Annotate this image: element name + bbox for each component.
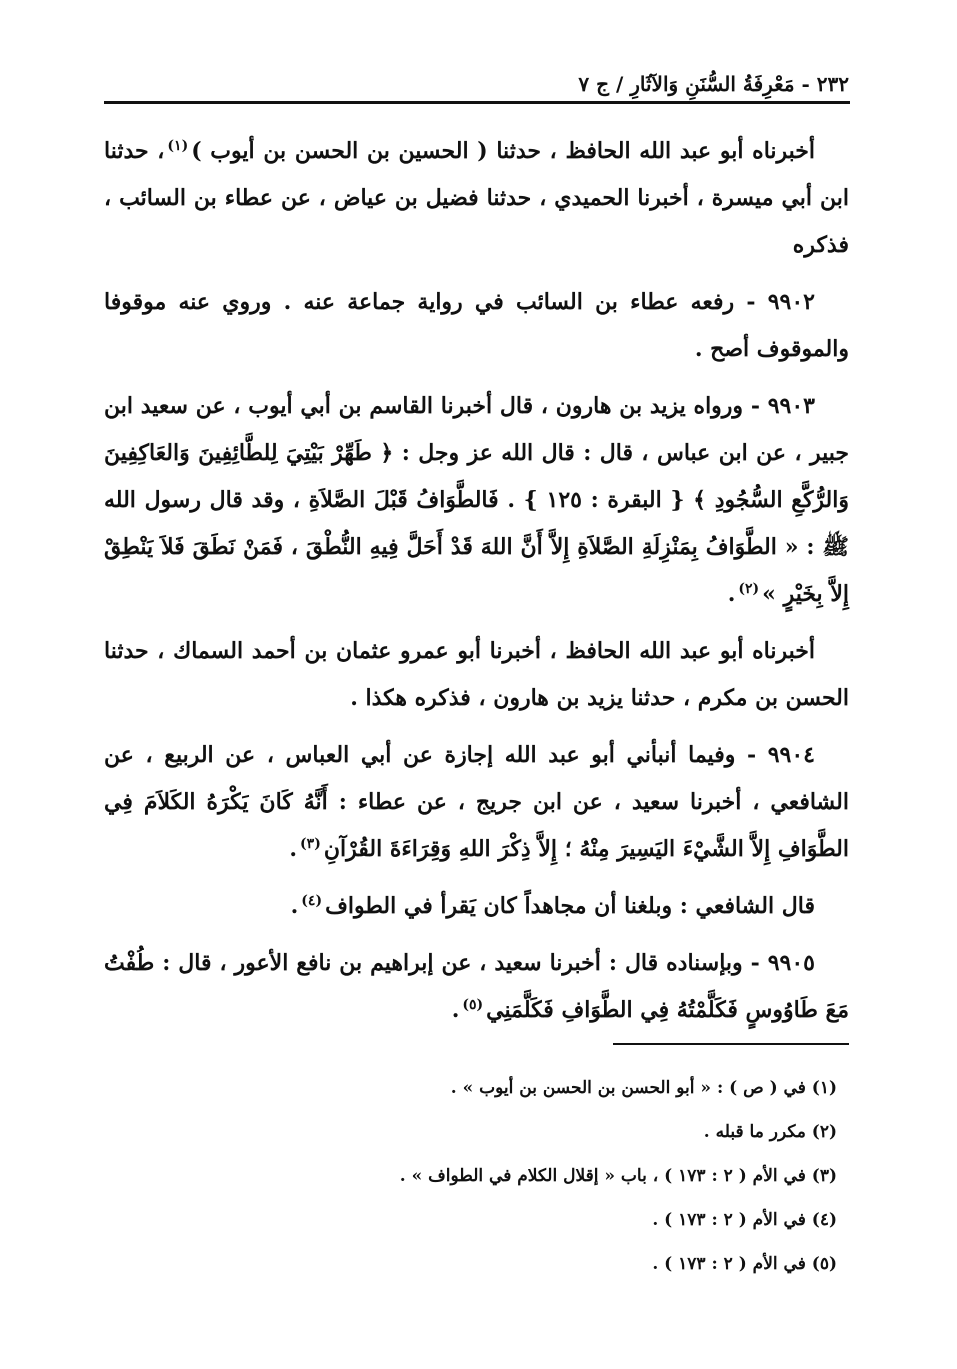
footnote-marker: (٣)	[300, 835, 321, 852]
paragraph-6	[104, 883, 849, 930]
footnotes	[117, 1066, 837, 1286]
paragraph-1	[104, 128, 849, 269]
footnote-5: (٥) في الأم ( ٢ : ١٧٣ ) .	[652, 1254, 837, 1274]
paragraph-tail: .	[727, 581, 736, 607]
footnote-3: (٣) في الأم ( ٢ : ١٧٣ ) ، باب « إقلال الكلام في الطواف » .	[399, 1166, 837, 1186]
footnote-4: (٤) في الأم ( ٢ : ١٧٣ ) .	[652, 1210, 837, 1230]
paragraph-3	[104, 383, 849, 618]
paragraph-text: ٩٩٠٥ - وبإسناده قال : أخبرنا سعيد ، عن إبراهيم بن نافع الأعور ، قال : طُفْتُ مَعَ طَاوُوسٍ فَكَلَّمْتُهُ فِي الطَّوَافِ فَكَلَّمَنِي	[104, 950, 849, 1023]
paragraph-5	[104, 732, 849, 873]
footnote-marker: (٢)	[738, 580, 760, 597]
paragraph-4	[104, 628, 849, 722]
footnote-separator	[613, 1043, 849, 1045]
running-head: ٢٣٢ - مَعْرِفَةُ السُّنَنِ وَالآثَارِ / ج ٧	[578, 72, 849, 96]
paragraph-text: أخبرناه أبو عبد الله الحافظ ، أخبرنا أبو عمرو عثمان بن أحمد السماك ، حدثنا الحسن بن مكرم ، حدثنا يزيد بن هارون ، فذكره هكذا .	[104, 638, 849, 711]
paragraph-tail: .	[289, 836, 298, 862]
paragraph-text: ٩٩٠٢ - رفعه عطاء بن السائب في رواية جماعة عنه . وروي عنه موقوفا والموقوف أصح .	[104, 289, 849, 362]
paragraph-tail: .	[290, 893, 299, 919]
paragraph-text: أخبرناه أبو عبد الله الحافظ ، حدثنا ( الحسين بن الحسن بن أيوب )	[191, 138, 816, 164]
footnote-1: (١) في ( ص ) : « أبو الحسن بن الحسن بن أيوب » .	[450, 1078, 837, 1098]
paragraph-tail: .	[451, 997, 460, 1023]
footnote-2: (٢) مكرر ما قبله .	[703, 1122, 837, 1142]
paragraph-7	[104, 940, 849, 1034]
paragraph-text: ٩٩٠٤ - وفيما أنبأني أبو عبد الله إجازة عن أبي العباس ، عن الربيع ، عن الشافعي ، أخبرنا سعيد ، عن ابن جريج ، عن عطاء : أَنَّهُ كَانَ يَكْرَهُ الكَلاَمَ فِي الطَّوَافِ إِلاَّ الشَّيْءَ اليَسِيرَ مِنْهُ ؛ إِلاَّ ذِكْرَ اللهِ وَقِرَاءَةَ القُرْآنِ	[104, 742, 849, 862]
footnote-marker: (١)	[167, 137, 189, 154]
footnote-marker: (٤)	[301, 892, 323, 909]
main-text	[104, 128, 849, 1044]
paragraph-tail: ، حدثنا ابن أبي ميسرة ، أخبرنا الحميدي ، حدثنا فضيل بن عياض ، عن عطاء بن السائب ، فذكره	[104, 138, 849, 258]
paragraph-text: ٩٩٠٣ - ورواه يزيد بن هارون ، قال أخبرنا القاسم بن أبي أيوب ، عن سعيد ابن جبير ، عن ابن عباس ، قال : قال الله عز وجل : ﴿ طَهِّرْ بَيْتِيَ لِلطَّائِفِينَ وَالعَاكِفِينَ وَالرُّكَّعِ السُّجُودِ ﴾ { البقرة : ١٢٥ } . فَالطَّوَافُ قَبْلَ الصَّلاَةِ ، وقد قال رسول الله ﷺ : « الطَّوَافُ بِمَنْزِلَةِ الصَّلاَةِ إِلاَّ أَنَّ اللهَ قَدْ أَحَلَّ فِيهِ النُّطْقَ ، فَمَنْ نَطَقَ فَلاَ يَنْطِقْ إِلاَّ بِخَيْرٍ »	[104, 393, 849, 607]
footnote-marker: (٥)	[462, 996, 484, 1013]
paragraph-text: قال الشافعي : وبلغنا أن مجاهداً كان يَقرأ في الطواف	[325, 893, 815, 919]
paragraph-2	[104, 279, 849, 373]
header-rule	[104, 101, 850, 104]
